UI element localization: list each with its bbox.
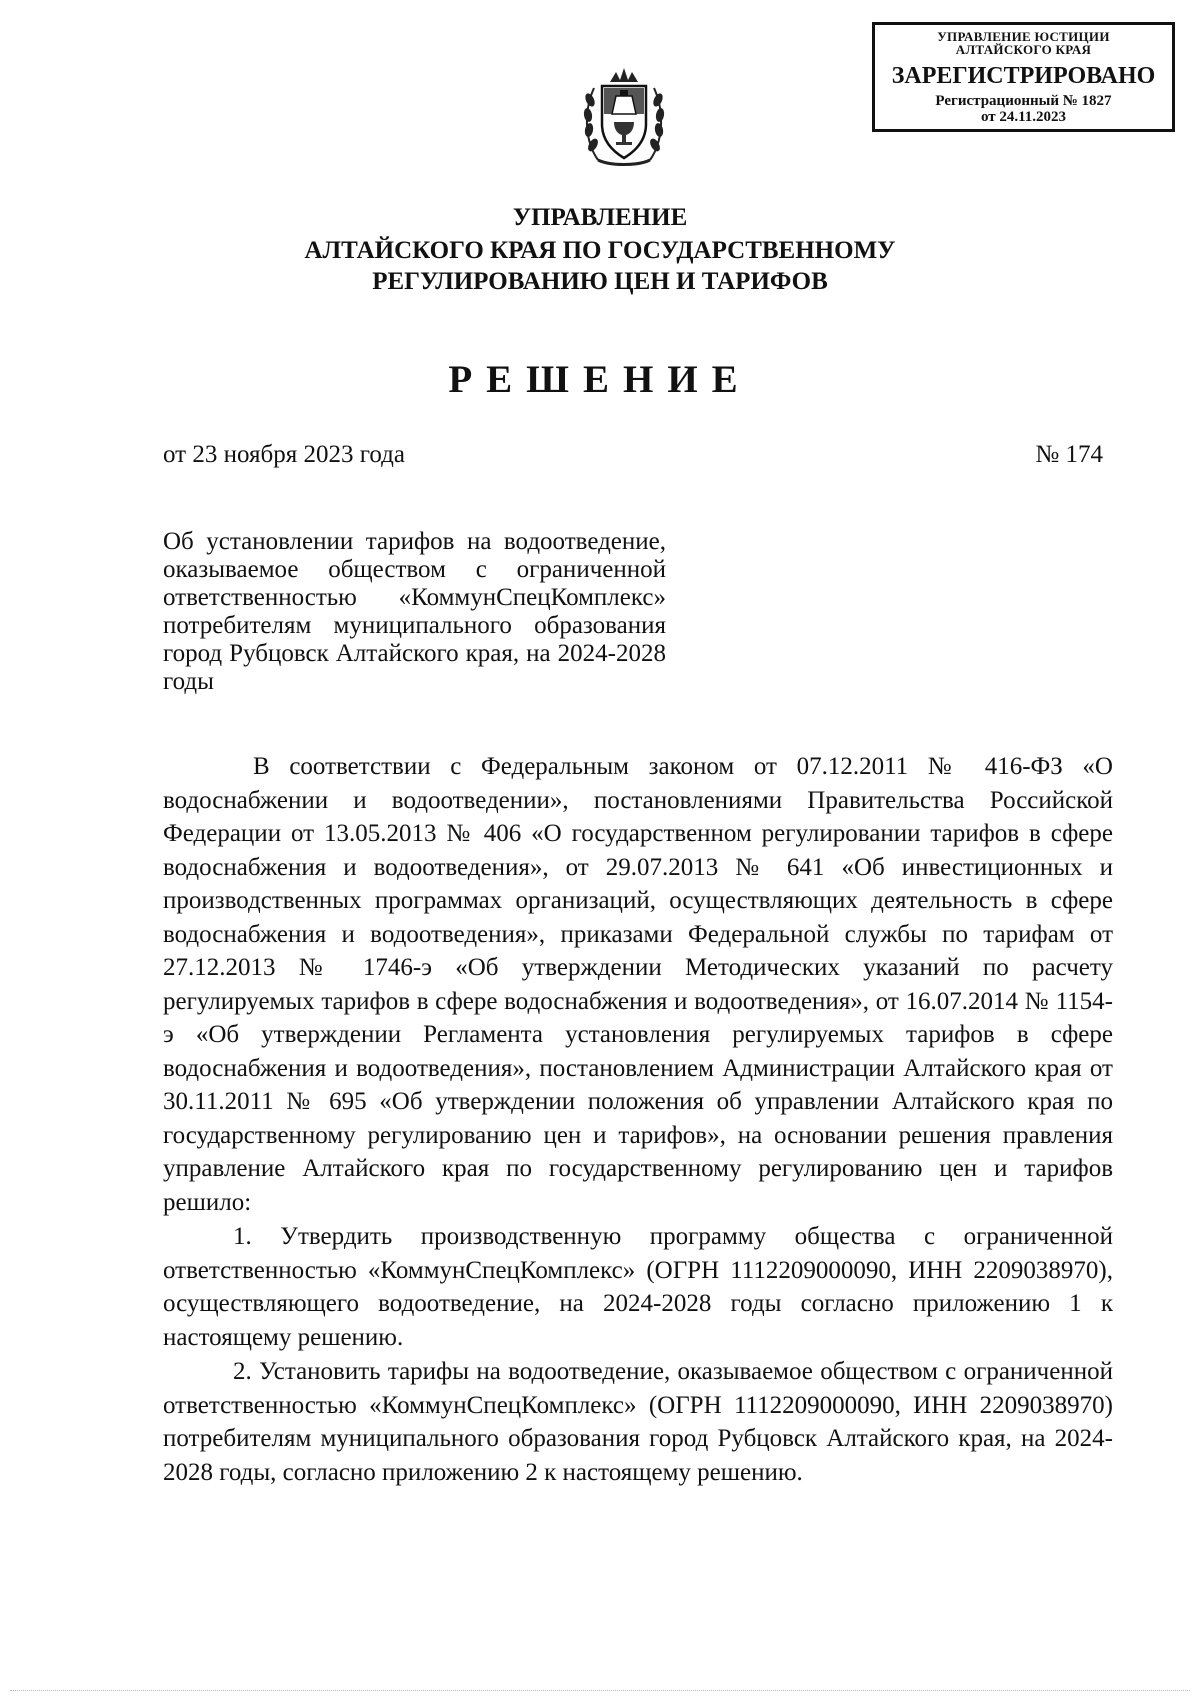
decision-item-1: 1. Утвердить производственную программу общества с ограниченной ответственностью «КоммунСпецКомплекс» (ОГРН 1112209000090, ИНН 2209038970), осуществляющего водоотведение, на 2024-2028 годы согласно приложению 1 к настоящему решению. xyxy=(163,1223,1113,1351)
org-name-line2: АЛТАЙСКОГО КРАЯ ПО ГОСУДАРСТВЕННОМУ xyxy=(304,237,896,264)
org-name-line3: РЕГУЛИРОВАНИЮ ЦЕН И ТАРИФОВ xyxy=(372,268,828,295)
stamp-status: ЗАРЕГИСТРИРОВАНО xyxy=(891,63,1156,89)
registration-stamp xyxy=(872,22,1175,132)
stamp-reg-number: Регистрационный № 1827 xyxy=(935,93,1112,109)
document-date: от 23 ноября 2023 года xyxy=(163,441,405,468)
stamp-authority-line2: АЛТАЙСКОГО КРАЯ xyxy=(955,42,1092,57)
document-body xyxy=(163,750,1113,1489)
decision-item-2: 2. Установить тарифы на водоотведение, оказываемое обществом с ограниченной ответственностью «КоммунСпецКомплекс» (ОГРН 1112209000090, ИНН 2209038970) потребителям муниципального образования город Рубцовск Алтайского края, на 2024-2028 годы, согласно приложению 2 к настоящему решению. xyxy=(163,1358,1113,1486)
stamp-reg-date: от 24.11.2023 xyxy=(980,109,1067,125)
stamp-authority-line1: УПРАВЛЕНИЕ ЮСТИЦИИ xyxy=(937,29,1110,44)
document-subject: Об установлении тарифов на водоотведение, оказываемое обществом с ограниченной ответственностью «КоммунСпецКомплекс» потребителям муниципального образования город Рубцовск Алтайского края, на 2024-2028 годы xyxy=(163,528,666,695)
org-name-line1: УПРАВЛЕНИЕ xyxy=(512,204,688,231)
preamble-paragraph: В соответствии с Федеральным законом от 07.12.2011 № 416-ФЗ «О водоснабжении и водоотведении», постановлениями Правительства Российской Федерации от 13.05.2013 № 406 «О государственном регулировании тарифов в сфере водоснабжения и водоотведения», от 29.07.2013 № 641 «Об инвестиционных и производственных программах организаций, осуществляющих деятельность в сфере водоснабжения и водоотведения», приказами Федеральной службы по тарифам от 27.12.2013 № 1746-э «Об утверждении Методических указаний по расчету регулируемых тарифов в сфере водоснабжения и водоотведения», от 16.07.2014 № 1154-э «Об утверждении Регламента установления регулируемых тарифов в сфере водоснабжения и водоотведения», постановлением Администрации Алтайского края от 30.11.2011 № 695 «Об утверждении положения об управлении Алтайского края по государственному регулированию цен и тарифов», на основании решения правления управление Алтайского края по государственному регулированию цен и тарифов решило: xyxy=(163,753,1113,1216)
document-number: № 174 xyxy=(1035,441,1103,468)
altai-krai-coat-of-arms-icon xyxy=(580,60,668,172)
page-bottom-edge xyxy=(10,1690,1190,1691)
document-type-title: РЕШЕНИЕ xyxy=(448,358,752,401)
